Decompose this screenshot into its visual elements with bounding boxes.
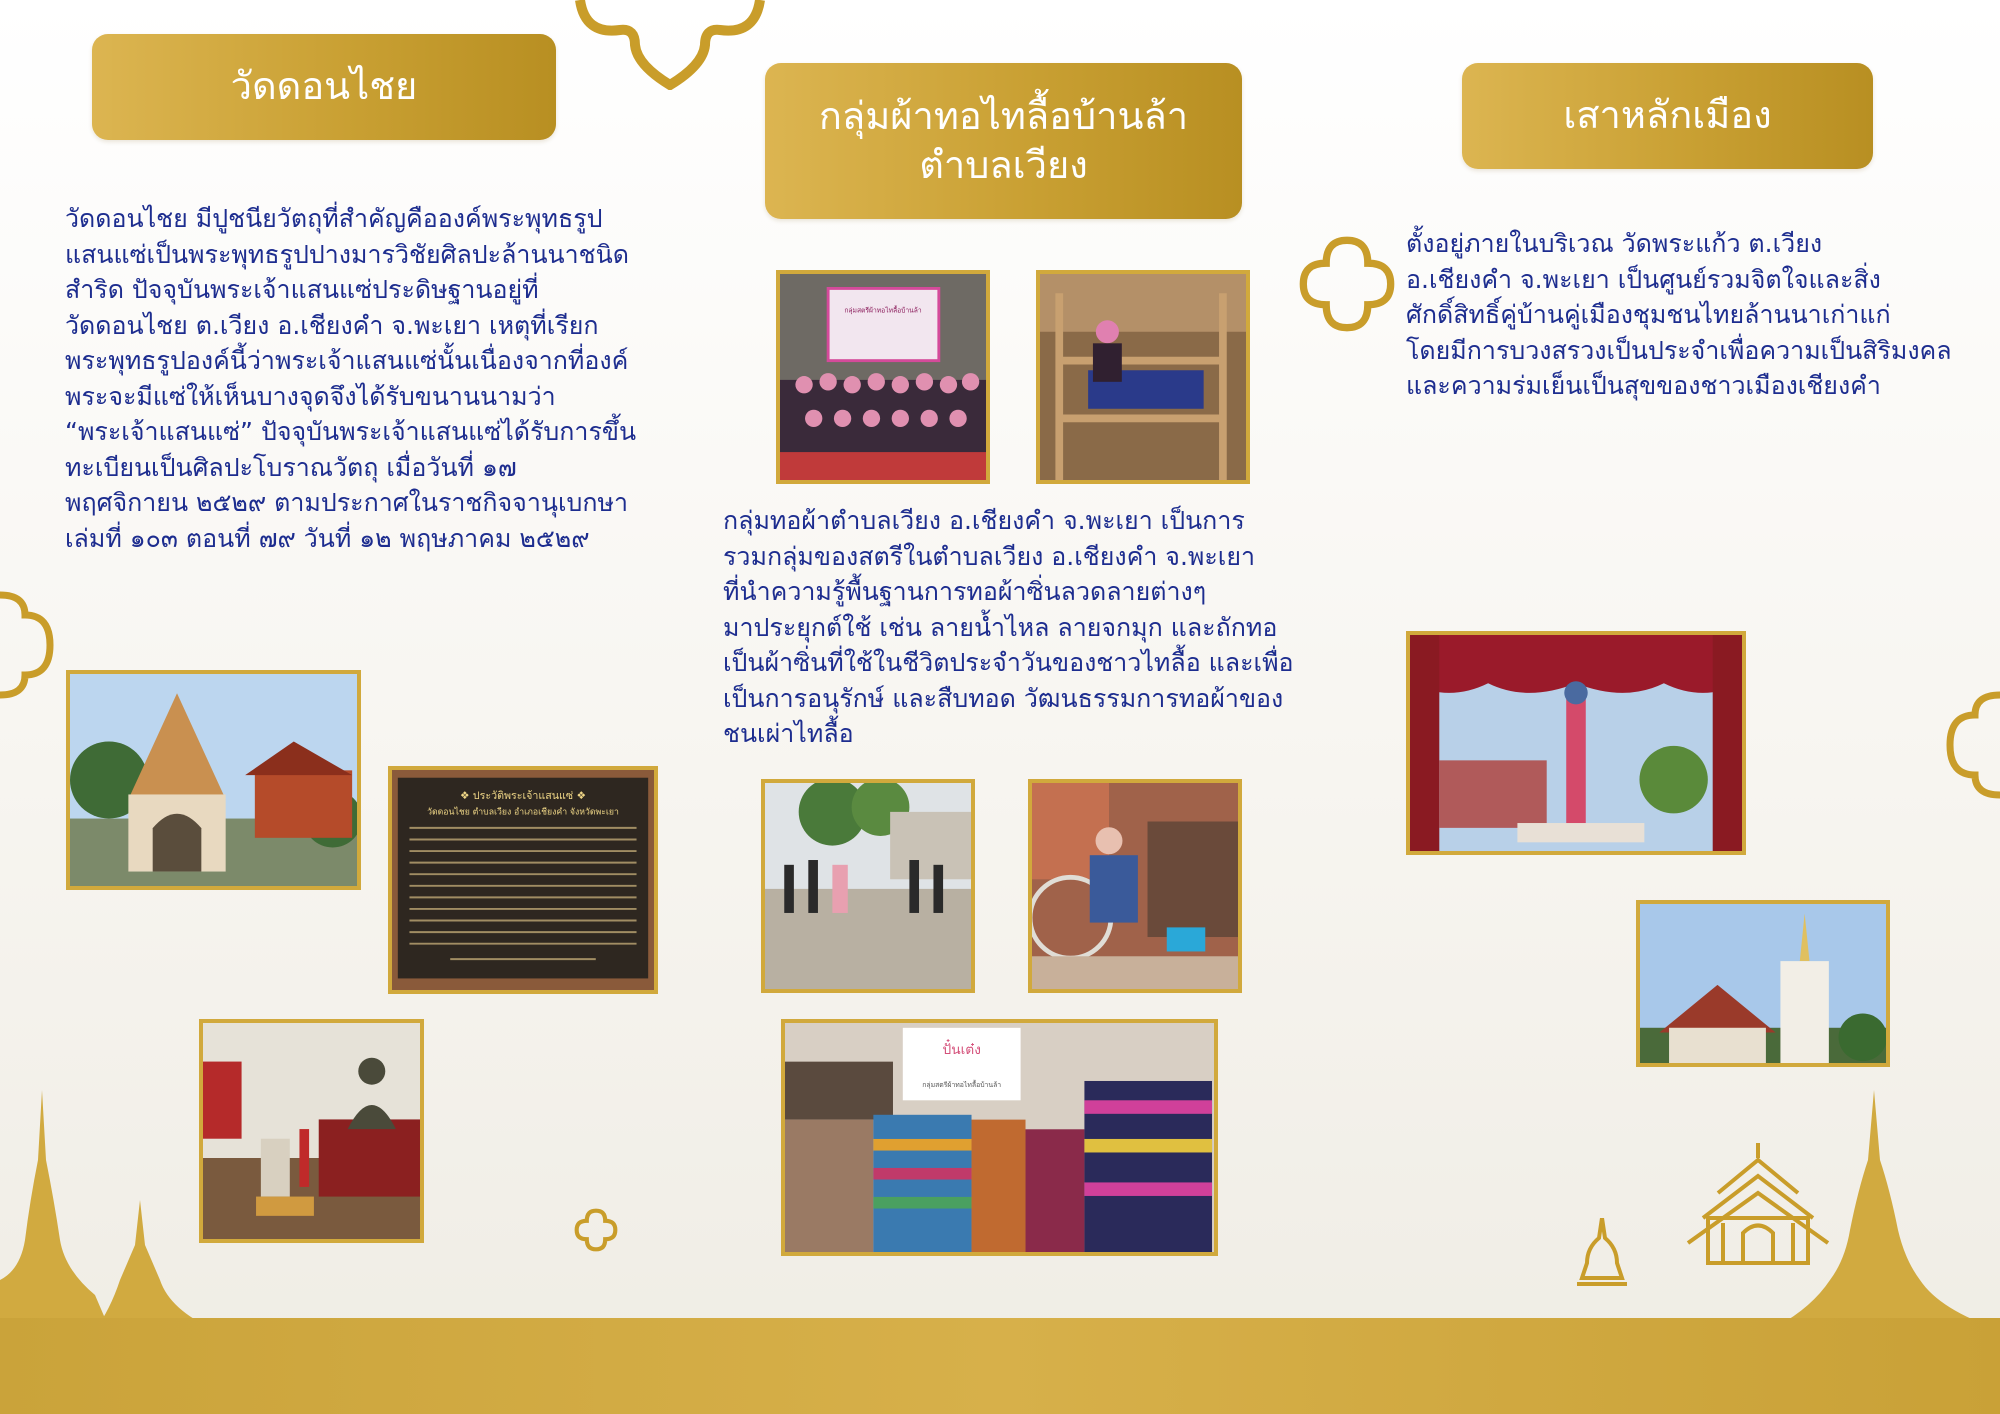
photo-temple-gate (66, 670, 361, 890)
group-banner-text: กลุ่มสตรีผ้าทอไทลื้อบ้านล้า (844, 306, 922, 315)
lotus-ornament-top (575, 0, 765, 90)
photo-buddha-shrine (199, 1019, 424, 1243)
flower-ornament-right (1945, 690, 2000, 800)
shop-sign-subtext: กลุ่มสตรีผ้าทอไทลื้อบ้านล้า (922, 1080, 1002, 1089)
plaque-title: ❖ ประวัติพระเจ้าแสนแซ่ ❖ (459, 788, 587, 802)
title-city-pillar: เสาหลักเมือง (1462, 63, 1873, 169)
small-flower-ornament (573, 1207, 619, 1253)
shop-sign-text: ปั๋นเต๋ง (942, 1042, 981, 1058)
photo-wooden-loom (1036, 270, 1250, 484)
photo-history-plaque (388, 766, 658, 994)
stupa-silhouette-left (0, 1080, 230, 1330)
paragraph-wat-don-chai: วัดดอนไชย มีปูชนียวัตถุที่สำคัญคือองค์พระพุทธรูป แสนแซ่เป็นพระพุทธรูปปางมารวิชัยศิลปะล้านนาชนิด สำริด ปัจจุบันพระเจ้าแสนแซ่ประดิษฐานอยู่ที่ วัดดอนไชย ต.เวียง อ.เชียงคำ จ.พะเยา เหตุที่เรียก พระพุทธรูปองค์นี้ว่าพระเจ้าแสนแซ่นั้นเนื่องจากที่องค์ พระจะมีแซ่ให้เห็นบางจุดจึงได้รับขนานนามว่า “พระเจ้าแสนแซ่” ปัจจุบันพระเจ้าแสนแซ่ได้รับการขึ้น ทะเบียนเป็นศิลปะโบราณวัตถุ เมื่อวันที่ ๑๗ พฤศจิกายน ๒๕๒๙ ตามประกาศในราชกิจจานุเบกษา เล่มที่ ๑๐๓ ตอนที่ ๗๙ วันที่ ๑๒ พฤษภาคม ๒๕๒๙ (65, 204, 637, 553)
footer-band (0, 1318, 2000, 1414)
temple-line-icon (1678, 1138, 1838, 1268)
title-wat-don-chai: วัดดอนไชย (92, 34, 556, 140)
paragraph-city-pillar: ตั้งอยู่ภายในบริเวณ วัดพระแก้ว ต.เวียง อ.เชียงคำ จ.พะเยา เป็นศูนย์รวมจิตใจและสิ่ง ศักดิ์สิทธิ์คู่บ้านคู่เมืองชุมชนไทยล้านนาเก่าแก่ โดยมีการบวงสรวงเป็นประจำเพื่อความเป็นสิริมงคล และความร่มเย็นเป็นสุขของชาวเมืองเชียงคำ (1406, 229, 1952, 400)
flower-ornament-right-text (1295, 232, 1399, 336)
photo-weaving-group-members (776, 270, 990, 484)
photo-woven-fabrics-display (781, 1019, 1218, 1256)
title-weaving-group: กลุ่มผ้าทอไทลื้อบ้านล้า ตำบลเวียง (765, 63, 1242, 219)
photo-spinning-wheel (1028, 779, 1242, 993)
flower-ornament-left (0, 590, 55, 700)
small-stupa-icon (1572, 1218, 1632, 1288)
plaque-subtitle: วัดดอนไชย ตำบลเวียง อำเภอเชียงคำ จังหวัดพะเยา (427, 807, 619, 818)
paragraph-weaving-group: กลุ่มทอผ้าตำบลเวียง อ.เชียงคำ จ.พะเยา เป็นการ รวมกลุ่มของสตรีในตำบลเวียง อ.เชียงคำ จ.พะเยา ที่นำความรู้พื้นฐานการทอผ้าซิ่นลวดลายต่างๆ มาประยุกต์ใช้ เช่น ลายน้ำไหล ลายจกมุก และถักทอ เป็นผ้าซิ่นที่ใช้ในชีวิตประจำวันของชาวไทลื้อ และเพื่อ เป็นการอนุรักษ์ และสืบทอด วัฒนธรรมการทอผ้าของ ชนเผ่าไทลื้อ (723, 506, 1294, 748)
photo-city-pillar-shrine (1406, 631, 1746, 855)
photo-outdoor-gathering (761, 779, 975, 993)
photo-temple-stupa (1636, 900, 1890, 1067)
